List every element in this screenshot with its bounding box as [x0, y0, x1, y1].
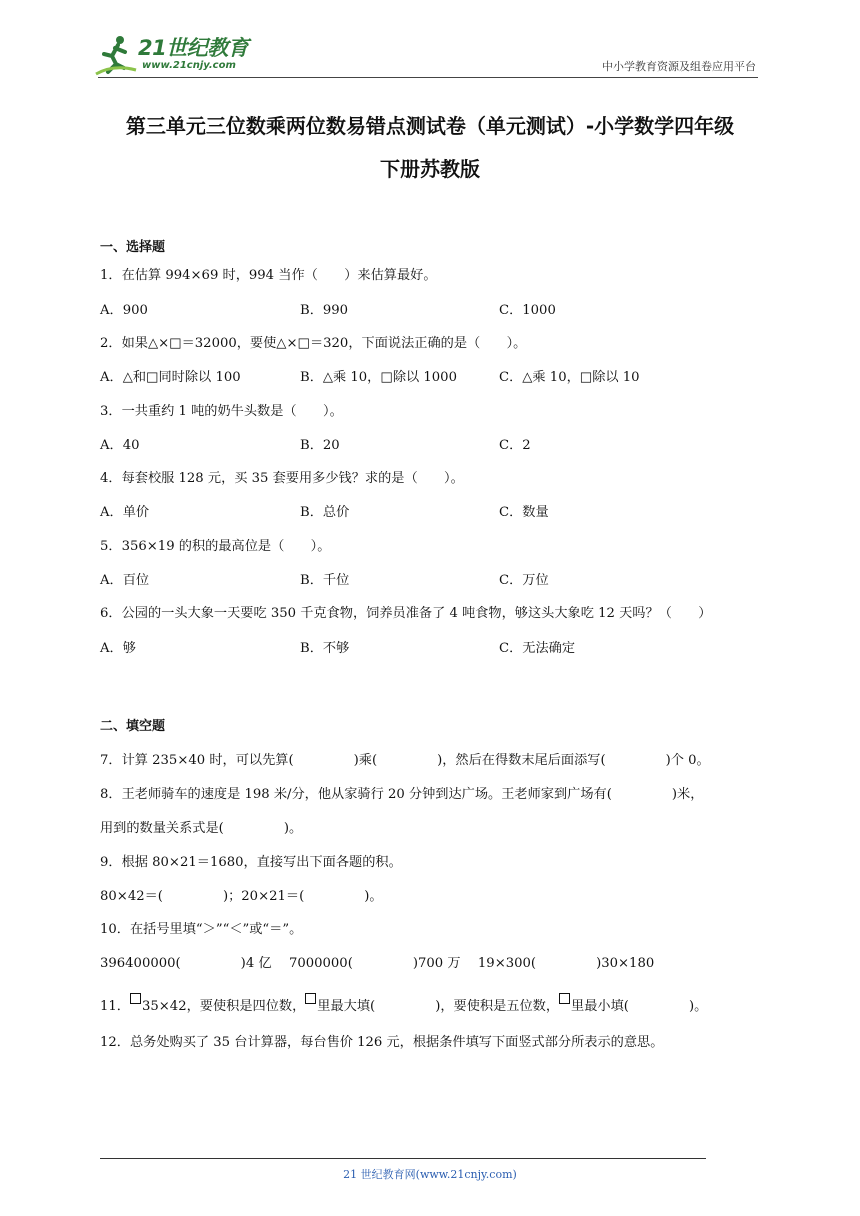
- blank-square-icon: [559, 993, 570, 1004]
- question-5: 5．356×19 的积的最高位是（ ）。: [100, 539, 331, 554]
- q3-option-c: C．2: [499, 438, 531, 453]
- q11-text-b: 35×42，要使积是四位数，: [141, 999, 306, 1014]
- q1-option-c: C．1000: [499, 303, 556, 318]
- question-3: 3．一共重约 1 吨的奶牛头数是（ ）。: [100, 404, 343, 419]
- section-heading-fill: 二、填空题: [100, 719, 166, 734]
- question-7: [100, 749, 710, 768]
- q4-option-b: B．总价: [300, 505, 350, 520]
- q11-text-d: )，要使积是五位数，: [435, 999, 560, 1014]
- q3-option-b: B．20: [300, 438, 340, 453]
- doc-title-line2: 下册苏教版: [380, 157, 480, 181]
- q11-text-e: 里最小填(: [571, 999, 629, 1014]
- q7-text-c: )，然后在得数末尾后面添写(: [437, 753, 606, 768]
- blank-square-icon: [305, 993, 316, 1004]
- doc-title-line1: 第三单元三位数乘两位数易错点测试卷（单元测试）-小学数学四年级: [125, 114, 735, 138]
- blank-square-icon: [130, 993, 141, 1004]
- question-10: 10．在括号里填“＞”“＜”或“＝”。: [100, 922, 303, 937]
- question-11: [100, 993, 707, 1014]
- q9-text-d: )。: [364, 889, 383, 904]
- question-4: 4．每套校服 128 元，买 35 套要用多少钱？求的是（ ）。: [100, 471, 464, 486]
- question-9-items: [100, 885, 383, 904]
- q11-text-c: 里最大填(: [317, 999, 376, 1014]
- q7-text-d: )个 0。: [665, 753, 710, 768]
- q11-text-f: )。: [688, 999, 708, 1014]
- logo-text: 21世纪教育: [138, 36, 249, 60]
- q6-option-c: C．无法确定: [499, 641, 576, 656]
- header-divider: [98, 77, 758, 78]
- q6-option-a: A．够: [100, 641, 136, 656]
- question-8-cont: [100, 817, 302, 836]
- q9-text-b: 80×42＝(: [100, 889, 163, 904]
- question-1: 1．在估算 994×69 时，994 当作（ ）来估算最好。: [100, 268, 437, 283]
- question-8: [100, 783, 703, 802]
- q8-text-d: )。: [283, 821, 303, 836]
- q7-text-a: 7．计算 235×40 时，可以先算(: [100, 753, 294, 768]
- question-2: 2．如果△×□＝32000，要使△×□＝320，下面说法正确的是（ ）。: [100, 336, 527, 351]
- q4-option-c: C．数量: [499, 505, 549, 520]
- platform-label: 中小学教育资源及组卷应用平台: [602, 60, 756, 73]
- question-6: 6．公园的一头大象一天要吃 350 千克食物，饲养员准备了 4 吨食物，够这头大象吃 12 天吗？（ ）: [100, 606, 712, 621]
- logo-url: www.21cnjy.com: [142, 60, 236, 71]
- question-10-items: [100, 952, 654, 971]
- q2-option-a: A．△和□同时除以 100: [100, 370, 241, 385]
- q11-text-a: 11．: [100, 999, 130, 1014]
- question-9: 9．根据 80×21＝1680，直接写出下面各题的积。: [100, 855, 402, 870]
- q1-option-b: B．990: [300, 303, 349, 318]
- q10-text-e: )30×180: [596, 956, 655, 971]
- q3-option-a: A．40: [100, 438, 140, 453]
- q10-text-d: )700 万 19×300(: [412, 956, 537, 971]
- q1-option-a: A．900: [100, 303, 148, 318]
- footer-divider: [100, 1158, 706, 1159]
- site-logo[interactable]: [92, 30, 262, 78]
- q8-text-c: 用到的数量关系式是(: [100, 821, 224, 836]
- section-heading-choice: 一、选择题: [100, 240, 166, 255]
- q2-option-b: B．△乘 10，□除以 1000: [300, 370, 457, 385]
- page-header: [0, 0, 860, 84]
- q4-option-a: A．单价: [100, 505, 150, 520]
- q7-text-b: )乘(: [353, 753, 378, 768]
- q5-option-c: C．万位: [499, 573, 549, 588]
- question-12: 12．总务处购买了 35 台计算器，每台售价 126 元，根据条件填写下面竖式部分所表示的意思。: [100, 1035, 664, 1050]
- q2-option-c: C．△乘 10，□除以 10: [499, 370, 640, 385]
- q10-text-b: 396400000(: [100, 956, 181, 971]
- q8-text-a: 8．王老师骑车的速度是 198 米/分，他从家骑行 20 分钟到达广场。王老师家到广场有(: [100, 787, 612, 802]
- q10-text-c: )4 亿 7000000(: [240, 956, 353, 971]
- q9-text-c: )；20×21＝(: [222, 889, 305, 904]
- q8-text-b: )米，: [671, 787, 704, 802]
- q5-option-b: B．千位: [300, 573, 350, 588]
- q5-option-a: A．百位: [100, 573, 150, 588]
- runner-logo-icon: [94, 34, 138, 76]
- footer-link[interactable]: 21 世纪教育网(www.21cnjy.com): [343, 1168, 517, 1181]
- q6-option-b: B．不够: [300, 641, 350, 656]
